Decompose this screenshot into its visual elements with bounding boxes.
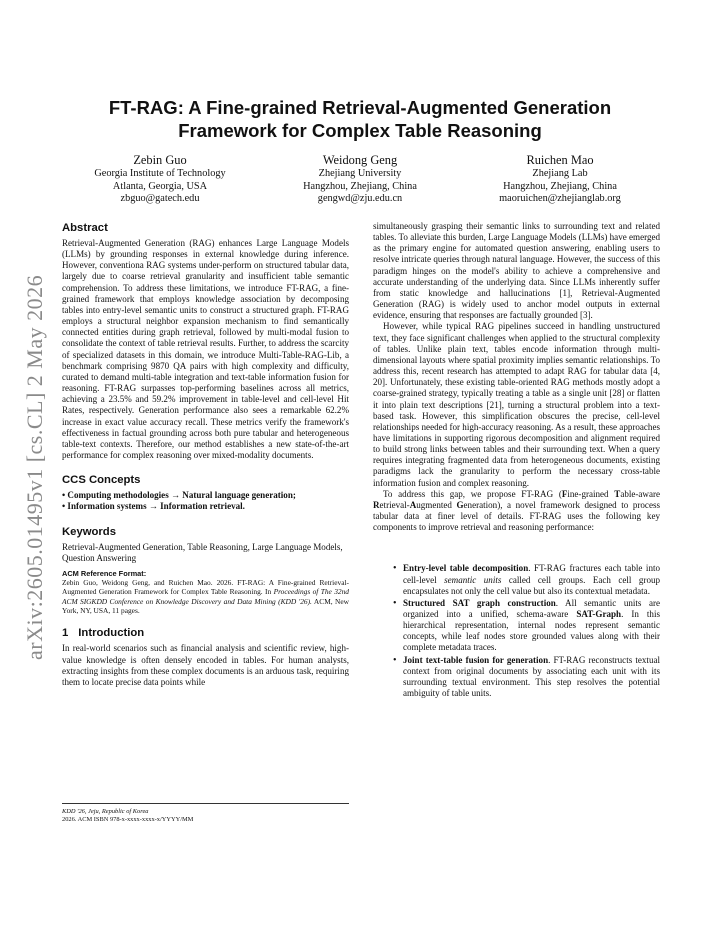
author-name: Ruichen Mao <box>526 153 594 167</box>
author-email[interactable]: maoruichen@zhejianglab.org <box>499 193 621 205</box>
author-affiliation: Georgia Institute of Technology <box>94 168 226 179</box>
author-2 <box>260 153 460 206</box>
list-item: • Entry-level table decomposition. FT-RAG fractures each table into cell-level semantic units called cell groups. Each cell group encapsulates not only the cell value but also its contextual metadata. <box>373 563 660 596</box>
acm-reference-authors: Zebin Guo, Weidong Geng, and Ruichen Mao. 2026. FT-RAG: A Fine-grained Retrieval-Augmented Generation Framework for Complex Table Reasoning. In <box>62 577 349 597</box>
section-title: Introduction <box>78 627 145 640</box>
right-column <box>373 221 660 700</box>
author-location: Atlanta, Georgia, USA <box>112 180 208 192</box>
author-location: Hangzhou, Zhejiang, China <box>503 180 617 192</box>
intro-paragraph-3: To address this gap, we propose FT-RAG (Fine-grained Table-aware Retrieval-Augmented Generation), a novel framework designed to process tabular data at finer level of details. FT-RAG uses the following key components to improve retrieval and reasoning performance: <box>373 488 660 533</box>
author-name: Weidong Geng <box>322 153 398 167</box>
acm-reference-venue: Proceedings of The 32nd ACM SIGKDD Conference on Knowledge Discovery and Data Mining (KDD '26). <box>62 587 349 606</box>
author-1 <box>60 153 260 206</box>
abstract-heading: Abstract <box>62 222 108 234</box>
page-footer <box>62 803 349 825</box>
abstract-text: Retrieval-Augmented Generation (RAG) enhances Large Language Models (LLMs) by grounding responses in external knowledge during inference. However, conventiona RAG systems under-perform on structured tabular data, largely due to coarse retrieval granularity and insufficient table semantic comprehension. To address these limitations, we introduce FT-RAG, a fine-grained framework that employs knowledge association by decomposing tables into entry-level semantic units to construct a structured graph. FT-RAG employs a structural neighbor expansion mechanism to find semantically connected entities during graph retrieval, followed by multi-modal fusion to consolidate the context of table retrieval results. Further, to address the scarcity of specialized datasets in this domain, we introduce Multi-Table-RAG-Lib, a benchmark comprising 9870 QA pairs with high complexity and difficulty, curated to demand multi-table integration and text-table information fusion for reasoning. FT-RAG surpasses top-performing baselines across all metrics, achieving a 23.5% and 59.2% improvement in table-level and cell-level Hit Rates, respectively. Generation performance also sees a remarkable 62.2% increase in exact value accuracy recall. These metrics verify the framework's effectiveness in factual grounding across both pure tabular and heterogeneous table-text contexts. Therefore, our method establishes a new state-of-the-art performance for complex reasoning over mixed-modality documents. <box>62 238 349 460</box>
ccs-heading: CCS Concepts <box>62 474 141 487</box>
keywords-text: Retrieval-Augmented Generation, Table Reasoning, Large Language Models, Question Answering <box>62 541 343 563</box>
introduction-heading <box>62 627 349 640</box>
acm-reference-publisher: ACM, New York, NY, USA, 11 pages. <box>62 596 349 616</box>
section-number: 1 <box>62 627 69 640</box>
ccs-item: • Computing methodologies → Natural language generation; <box>62 490 296 501</box>
list-item: • Joint text-table fusion for generation. FT-RAG reconstructs textual context from original documents by associating each unit with its surrounding textual environment. This step resolves the potential ambiguity of table units. <box>373 655 660 700</box>
paper-title <box>60 96 660 142</box>
author-location: Hangzhou, Zhejiang, China <box>303 180 417 192</box>
left-column <box>62 222 349 688</box>
paper-title-line-2: Framework for Complex Table Reasoning <box>178 120 542 141</box>
paper-title-line-1: FT-RAG: A Fine-grained Retrieval-Augmented Generation <box>108 97 612 118</box>
arxiv-identifier-text: arXiv:2605.01495v1 [cs.CL] 2 May 2026 <box>22 274 47 660</box>
keywords-heading: Keywords <box>62 525 116 538</box>
ccs-item: • Information systems → Information retrieval. <box>62 501 245 512</box>
arxiv-identifier <box>14 250 54 670</box>
footer-venue: KDD '26, Jeju, Republic of Korea <box>62 808 149 815</box>
author-email[interactable]: gengwd@zju.edu.cn <box>317 193 403 205</box>
author-name: Zebin Guo <box>133 153 187 167</box>
author-affiliation: Zhejiang Lab <box>532 168 588 179</box>
list-item: • Structured SAT graph construction. All semantic units are organized into a unified, schema-aware SAT-Graph. In this hierarchical representation, internal nodes represent semantic concepts, while leaf nodes store grounded values along with their complete metadata traces. <box>373 598 660 654</box>
author-affiliation: Zhejiang University <box>318 168 402 179</box>
intro-paragraph-1-end: simultaneously grasping their semantic links to surrounding text and related tables. To alleviate this burden, Large Language Models (LLMs) have emerged as the primary engine for automated question answering, enabling users to resolve intricate queries through natural language. However, the success of this paradigm hinges on the model's ability to achieve a comprehensive and accurate understanding of the underlying data. Since LLMs inherently suffer from static knowledge and hallucinations [1], Retrieval-Augmented Generation (RAG) is widely used to anchor model outputs in external evidence, ensuring that responses are factually grounded [3]. <box>373 221 660 321</box>
ccs-list <box>62 490 349 512</box>
intro-paragraph-1-start: In real-world scenarios such as financial analysis and scientific review, high-value knowledge is often densely encoded in tables. For human analysts, extracting insights from these complex documents is an arduous task, requiring them to locate precise data points while <box>62 643 349 687</box>
acm-reference-text <box>62 578 349 616</box>
author-3 <box>460 153 660 206</box>
intro-paragraph-2: However, while typical RAG pipelines succeed in handling unstructured text, they face significant challenges when applied to the structural complexity of tables. Unlike plain text, tables encode information through multi-dimensional layouts where spatial proximity implies semantic relationships. To address this, recent research has attempted to adapt RAG for tabular data [4, 20]. Unfortunately, these existing table-oriented RAG methods mostly adopt a coarse-grained strategy, typically treating a table as a single unit [28] or flatten it into plain text descriptions [21], turning a structural problem into a text-based task. However, this simplification obscures the precise, cell-level relationships needed for high-accuracy reasoning. As a result, these approaches have limitations in supporting rigorous decomposition and alignment required to build strong links between tables and their surrounding text. When a query requires integrating fragmented data from heterogeneous documents, existing paradigms lack the granularity to perform the necessary cross-table information fusion and complex reasoning. <box>373 321 660 488</box>
acm-reference-heading: ACM Reference Format: <box>62 568 147 578</box>
footer-isbn: 2026. ACM ISBN 978-x-xxxx-xxxx-x/YYYY/MM <box>62 816 194 824</box>
contribution-list <box>373 563 660 699</box>
author-block <box>60 153 660 206</box>
author-email[interactable]: zbguo@gatech.edu <box>120 193 200 205</box>
